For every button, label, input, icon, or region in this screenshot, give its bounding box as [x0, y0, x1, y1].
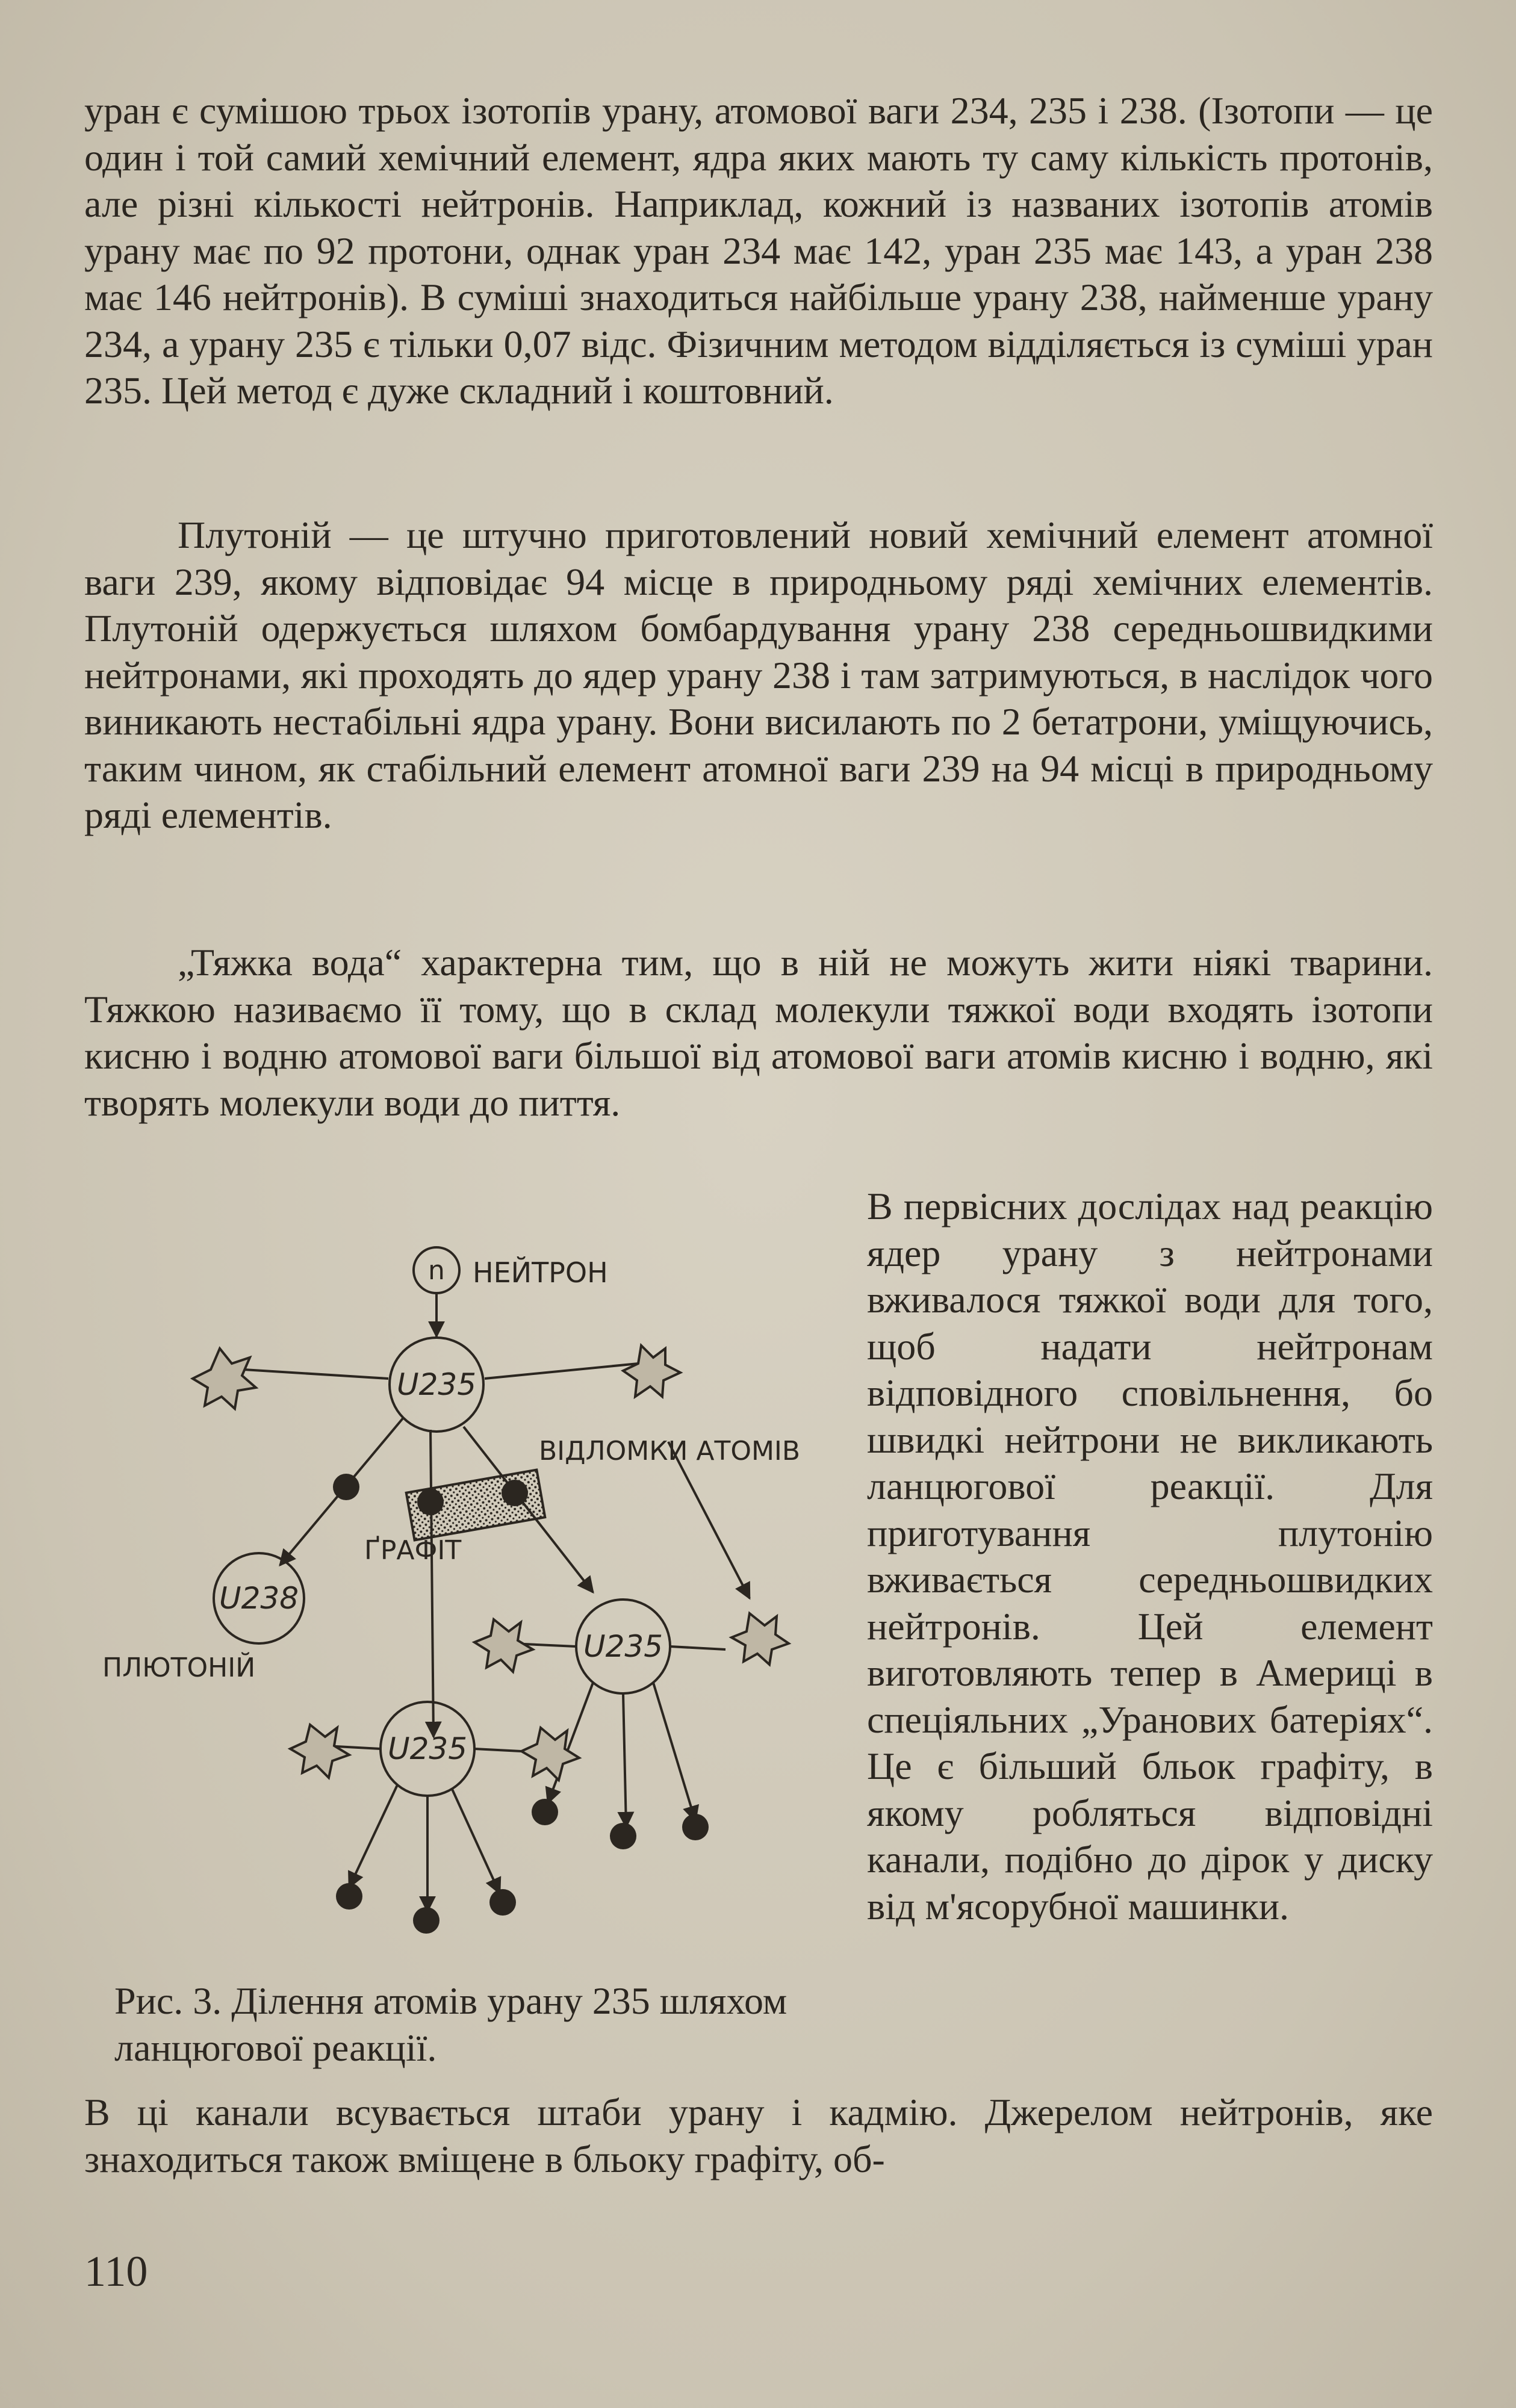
- paragraph-first-experiments: В первісних дослідах над реакцію ядер урану з нейтронами вживалося тяжкої води для того, щоб надати нейтронам відповідного сповільнення, бо швидкі нейтрони не викликають ланцюгової реакції. Для приготування плутонію вживається середньошвидких нейтронів. Цей елемент виготовляють тепер в Америці в спеціяльних „Уранових батеріях“. Це є більший бльок графіту, в якому робляться відповідні канали, подібно до дірок у диску від м'ясорубної машинки.: [867, 1185, 1433, 1928]
- u235-right-label: U235: [583, 1629, 663, 1664]
- page-number: 110: [84, 2247, 148, 2295]
- fragment-icon: [193, 1348, 256, 1409]
- chain-reaction-figure: [84, 1225, 831, 1972]
- u235-top-label: U235: [396, 1367, 477, 1402]
- fragment-icon: [521, 1728, 579, 1780]
- paragraph-plutonium: Плутоній — це штучно приготовлений новий хемічний елемент атомної ваги 239, якому відповідає 94 місце в природньому ряді хемічних елементів. Плутоній одержується шляхом бомбардування урану 238 середньошвидкими нейтронами, які проходять до ядер урану 238 і там затримуються, в наслідок чого виникають нестабільні ядра урану. Вони висилають по 2 бетатрони, уміщуючись, таким чином, як стабільний елемент атомної ваги 239 на 94 місці в природньому ряді елементів.: [84, 514, 1433, 836]
- graphite-label: ҐРАФІТ: [364, 1535, 462, 1566]
- neutron-label: НЕЙТРОН: [473, 1256, 608, 1289]
- fragments-label: ВІДЛОМКИ АТОМІВ: [539, 1436, 801, 1466]
- neutron-symbol: n: [428, 1255, 445, 1286]
- chain-reaction-diagram: [84, 1225, 831, 1972]
- u235-bottom-label: U235: [387, 1731, 468, 1766]
- paragraph-isotopes: уран є сумішою трьох ізотопів урану, атомової ваги 234, 235 і 238. (Ізотопи — це один і той самий хемічний елемент, ядра яких мають ту саму кількість протонів, але різні кількості нейтронів. Наприклад, кожний із названих ізотопів атомів урану має по 92 протони, однак уран 234 має 142, уран 235 має 143, а уран 238 має 146 нейтронів). В суміші знаходиться найбільше урану 238, найменше урану 234, а урану 235 є тільки 0,07 відс. Фізичним методом відділяється із суміші уран 235. Цей метод є дуже складний і коштовний.: [84, 89, 1433, 412]
- u238-label: U238: [219, 1581, 299, 1616]
- fragment-icon: [474, 1619, 533, 1672]
- fragment-icon: [623, 1345, 680, 1397]
- fragment-icon: [290, 1725, 349, 1778]
- plutonium-label: ПЛЮТОНІЙ: [102, 1652, 256, 1683]
- fragment-icon: [732, 1613, 789, 1665]
- paragraph-heavy-water: „Тяжка вода“ характерна тим, що в ній не можуть жити ніякі тварини. Тяжкою називаємо її тому, що в склад молекули тяжкої води входять ізотопи кисню і водню атомової ваги більшої від атомової ваги атомів кисню і водню, які творять молекули води до пиття.: [84, 941, 1433, 1124]
- figure-caption: Рис. 3. Ділення атомів урану 235 шляхом ланцюгової реакції.: [114, 1979, 788, 2069]
- paragraph-channels: В ці канали всувається штаби урану і кадмію. Джерелом нейтронів, яке знаходиться також вміщене в бльоку графіту, об-: [84, 2091, 1433, 2180]
